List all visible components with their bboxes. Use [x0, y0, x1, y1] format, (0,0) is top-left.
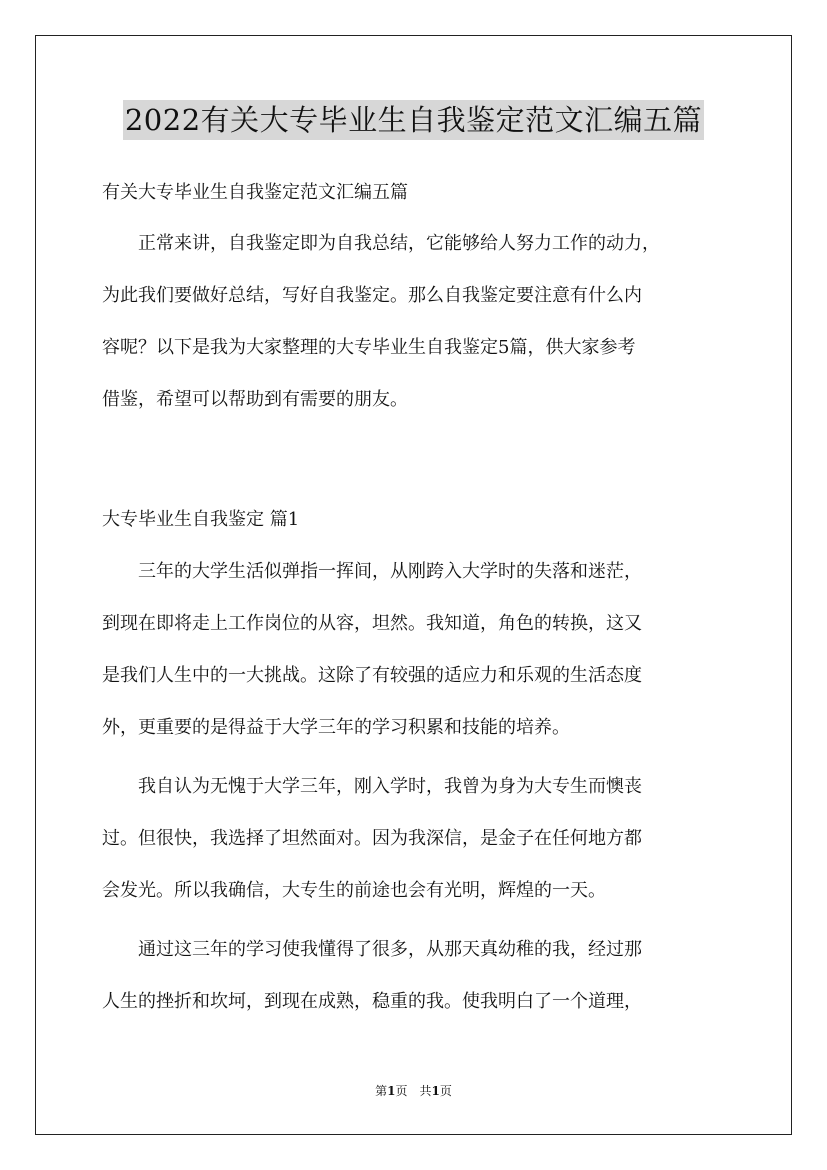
paragraph-line: 过。但很快，我选择了坦然面对。因为我深信，是金子在任何地方都	[102, 828, 642, 849]
paragraph-line: 外，更重要的是得益于大学三年的学习积累和技能的培养。	[102, 717, 570, 738]
document-title: 2022有关大专毕业生自我鉴定范文汇编五篇	[123, 100, 704, 140]
paragraph-line: 会发光。所以我确信，大专生的前途也会有光明，辉煌的一天。	[102, 880, 606, 901]
paragraph-line: 容呢？以下是我为大家整理的大专毕业生自我鉴定5篇，供大家参考	[102, 337, 636, 358]
section-heading: 大专毕业生自我鉴定 篇1	[102, 509, 300, 530]
title-container	[0, 100, 827, 140]
paragraph-line: 我自认为无愧于大学三年，刚入学时，我曾为身为大专生而懊丧	[102, 776, 642, 797]
footer-page-current: 1	[387, 1084, 396, 1098]
paragraph-line: 人生的挫折和坎坷，到现在成熟，稳重的我。使我明白了一个道理，	[102, 991, 642, 1012]
paragraph-line: 是我们人生中的一大挑战。这除了有较强的适应力和乐观的生活态度	[102, 665, 642, 686]
footer-suffix: 页	[439, 1084, 452, 1098]
paragraph-line: 为此我们要做好总结，写好自我鉴定。那么自我鉴定要注意有什么内	[102, 285, 642, 306]
paragraph-2	[102, 774, 742, 930]
paragraph-3	[102, 937, 742, 1041]
intro-paragraph	[102, 231, 742, 439]
footer-mid: 页 共	[395, 1084, 432, 1098]
paragraph-line: 到现在即将走上工作岗位的从容，坦然。我知道，角色的转换，这又	[102, 613, 642, 634]
paragraph-line: 正常来讲，自我鉴定即为自我总结，它能够给人努力工作的动力，	[102, 233, 660, 254]
paragraph-1	[102, 559, 742, 767]
paragraph-line: 三年的大学生活似弹指一挥间，从刚跨入大学时的失落和迷茫，	[102, 561, 642, 582]
page-footer	[0, 1083, 827, 1099]
footer-page-total: 1	[431, 1084, 440, 1098]
footer-prefix: 第	[375, 1084, 388, 1098]
paragraph-line: 借鉴，希望可以帮助到有需要的朋友。	[102, 389, 408, 410]
paragraph-line: 通过这三年的学习使我懂得了很多，从那天真幼稚的我，经过那	[102, 939, 642, 960]
document-subtitle: 有关大专毕业生自我鉴定范文汇编五篇	[102, 182, 408, 203]
